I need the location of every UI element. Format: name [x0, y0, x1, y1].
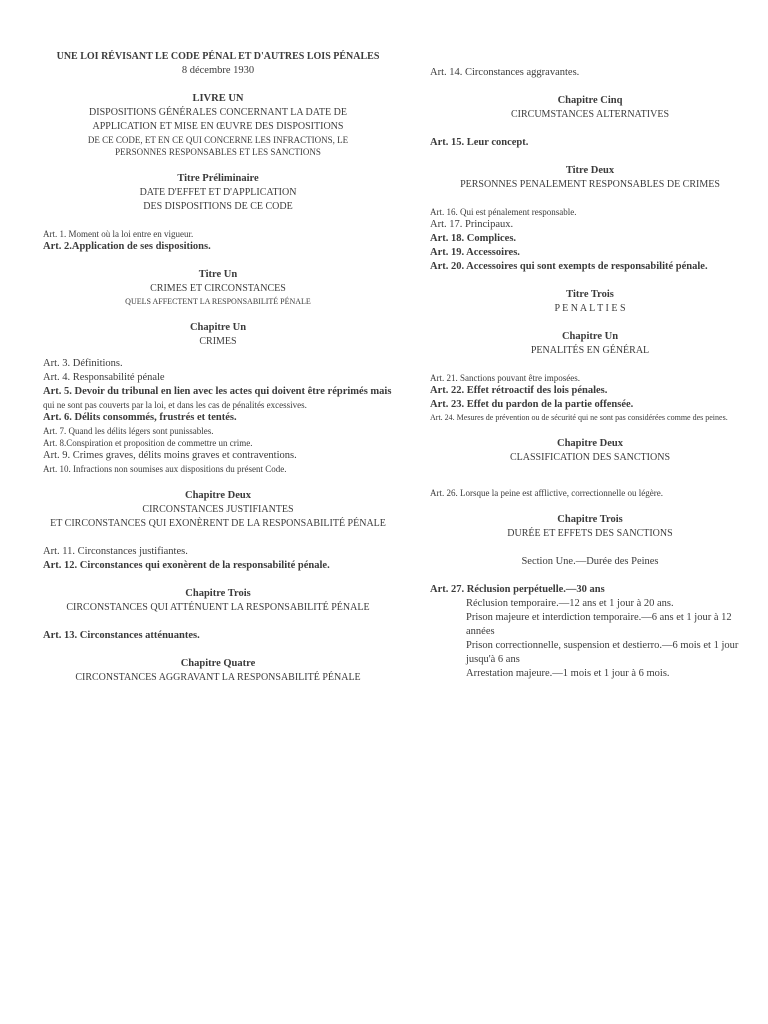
titre-trois-heading: Titre Trois	[566, 289, 614, 300]
titre-un-desc: CRIMES ET CIRCONSTANCES	[150, 283, 286, 294]
chapitre-un-penalites-heading: Chapitre Un	[561, 331, 619, 342]
article-16: Art. 16. Qui est pénalement responsable.	[430, 207, 577, 217]
article-24: Art. 24. Mesures de prévention ou de sécurité qui ne sont pas considérées comme des peines.	[430, 413, 728, 422]
article-23: Art. 23. Effet du pardon de la partie offensée.	[430, 399, 634, 410]
chapitre-un-heading: Chapitre Un	[189, 322, 247, 333]
article-5-line-1: Art. 5. Devoir du tribunal en lien avec les actes qui doivent être réprimés mais	[43, 386, 392, 397]
article-6: Art. 6. Délits consommés, frustrés et tentés.	[43, 412, 237, 423]
article-8: Art. 8.Conspiration et proposition de commettre un crime.	[43, 438, 253, 448]
titre-trois-desc: P E N A L T I E S	[554, 303, 626, 314]
chapitre-cinq-desc: CIRCUMSTANCES ALTERNATIVES	[510, 109, 670, 120]
chapitre-deux-heading: Chapitre Deux	[184, 490, 251, 501]
article-5-line-2: qui ne sont pas couverts par la loi, et dans les cas de pénalités excessives.	[43, 400, 307, 410]
article-1: Art. 1. Moment où la loi entre en vigueur.	[43, 229, 194, 239]
article-15: Art. 15. Leur concept.	[430, 137, 529, 148]
article-13: Art. 13. Circonstances atténuantes.	[43, 630, 200, 641]
chapitre-trois-desc: CIRCONSTANCES QUI ATTÉNUENT LA RESPONSABILITÉ PÉNALE	[66, 602, 370, 613]
chapitre-un-desc: CRIMES	[199, 336, 237, 347]
article-26: Art. 26. Lorsque la peine est afflictive, correctionnelle ou légère.	[430, 488, 663, 498]
chapitre-cinq-heading: Chapitre Cinq	[557, 95, 623, 106]
chapitre-deux-classification-heading: Chapitre Deux	[556, 438, 623, 449]
right-column	[430, 66, 750, 681]
livre-desc-1: DISPOSITIONS GÉNÉRALES CONCERNANT LA DATE DE	[89, 107, 347, 118]
chapitre-un-penalites-desc: PENALITÉS EN GÉNÉRAL	[530, 345, 650, 356]
article-7: Art. 7. Quand les délits légers sont punissables.	[43, 426, 214, 436]
chapitre-deux-classification-desc: CLASSIFICATION DES SANCTIONS	[509, 452, 671, 463]
article-12: Art. 12. Circonstances qui exonèrent de la responsabilité pénale.	[43, 560, 330, 571]
section-une-heading: Section Une.—Durée des Peines	[521, 556, 659, 567]
chapitre-trois-duree-heading: Chapitre Trois	[557, 514, 623, 525]
chapitre-quatre-heading: Chapitre Quatre	[180, 658, 256, 669]
law-date: 8 décembre 1930	[181, 65, 255, 76]
article-14: Art. 14. Circonstances aggravantes.	[430, 67, 580, 78]
article-27-line-3: Prison correctionnelle, suspension et destierro.—6 mois et 1 jour jusqu'à 6 ans	[466, 640, 739, 665]
titre-preliminaire-desc-2: DES DISPOSITIONS DE CE CODE	[143, 201, 293, 212]
titre-deux-desc: PERSONNES PENALEMENT RESPONSABLES DE CRIMES	[460, 179, 720, 190]
article-3: Art. 3. Définitions.	[43, 358, 123, 369]
chapitre-deux-desc-2: ET CIRCONSTANCES QUI EXONÈRENT DE LA RESPONSABILITÉ PÉNALE	[50, 518, 386, 529]
titre-un-subdesc: QUELS AFFECTENT LA RESPONSABILITÉ PÉNALE	[125, 297, 311, 306]
titre-preliminaire-heading: Titre Préliminaire	[177, 173, 259, 184]
article-20: Art. 20. Accessoires qui sont exempts de responsabilité pénale.	[430, 261, 708, 272]
article-27-line-1: Réclusion temporaire.—12 ans et 1 jour à 20 ans.	[466, 598, 674, 609]
left-column	[43, 50, 393, 685]
article-21: Art. 21. Sanctions pouvant être imposées.	[430, 373, 580, 383]
article-10: Art. 10. Infractions non soumises aux dispositions du présent Code.	[43, 464, 287, 474]
article-9: Art. 9. Crimes graves, délits moins graves et contraventions.	[43, 450, 297, 461]
article-18: Art. 18. Complices.	[430, 233, 517, 244]
article-22: Art. 22. Effet rétroactif des lois pénales.	[430, 385, 608, 396]
article-11: Art. 11. Circonstances justifiantes.	[43, 546, 188, 557]
livre-desc-4: PERSONNES RESPONSABLES ET LES SANCTIONS	[115, 147, 321, 157]
law-title: UNE LOI RÉVISANT LE CODE PÉNAL ET D'AUTRES LOIS PÉNALES	[56, 51, 380, 62]
livre-desc-3: DE CE CODE, ET EN CE QUI CONCERNE LES INFRACTIONS, LE	[87, 135, 349, 145]
article-27-line-4: Arrestation majeure.—1 mois et 1 jour à 6 mois.	[466, 668, 670, 679]
chapitre-quatre-desc: CIRCONSTANCES AGGRAVANT LA RESPONSABILITÉ PÉNALE	[75, 672, 361, 683]
titre-preliminaire-desc-1: DATE D'EFFET ET D'APPLICATION	[139, 187, 297, 198]
chapitre-deux-desc-1: CIRCONSTANCES JUSTIFIANTES	[142, 504, 294, 515]
chapitre-trois-heading: Chapitre Trois	[185, 588, 251, 599]
article-27-line-2: Prison majeure et interdiction temporaire.—6 ans et 1 jour à 12 années	[466, 612, 732, 637]
chapitre-trois-duree-desc: DURÉE ET EFFETS DES SANCTIONS	[507, 528, 673, 539]
titre-deux-heading: Titre Deux	[565, 165, 615, 176]
article-2: Art. 2.Application de ses dispositions.	[43, 241, 211, 252]
article-17: Art. 17. Principaux.	[430, 219, 514, 230]
article-4: Art. 4. Responsabilité pénale	[43, 372, 165, 383]
titre-un-heading: Titre Un	[198, 269, 238, 280]
livre-desc-2: APPLICATION ET MISE EN ŒUVRE DES DISPOSITIONS	[92, 121, 344, 132]
article-27: Art. 27. Réclusion perpétuelle.—30 ans	[430, 584, 605, 595]
article-19: Art. 19. Accessoires.	[430, 247, 520, 258]
livre-heading: LIVRE UN	[192, 93, 244, 104]
